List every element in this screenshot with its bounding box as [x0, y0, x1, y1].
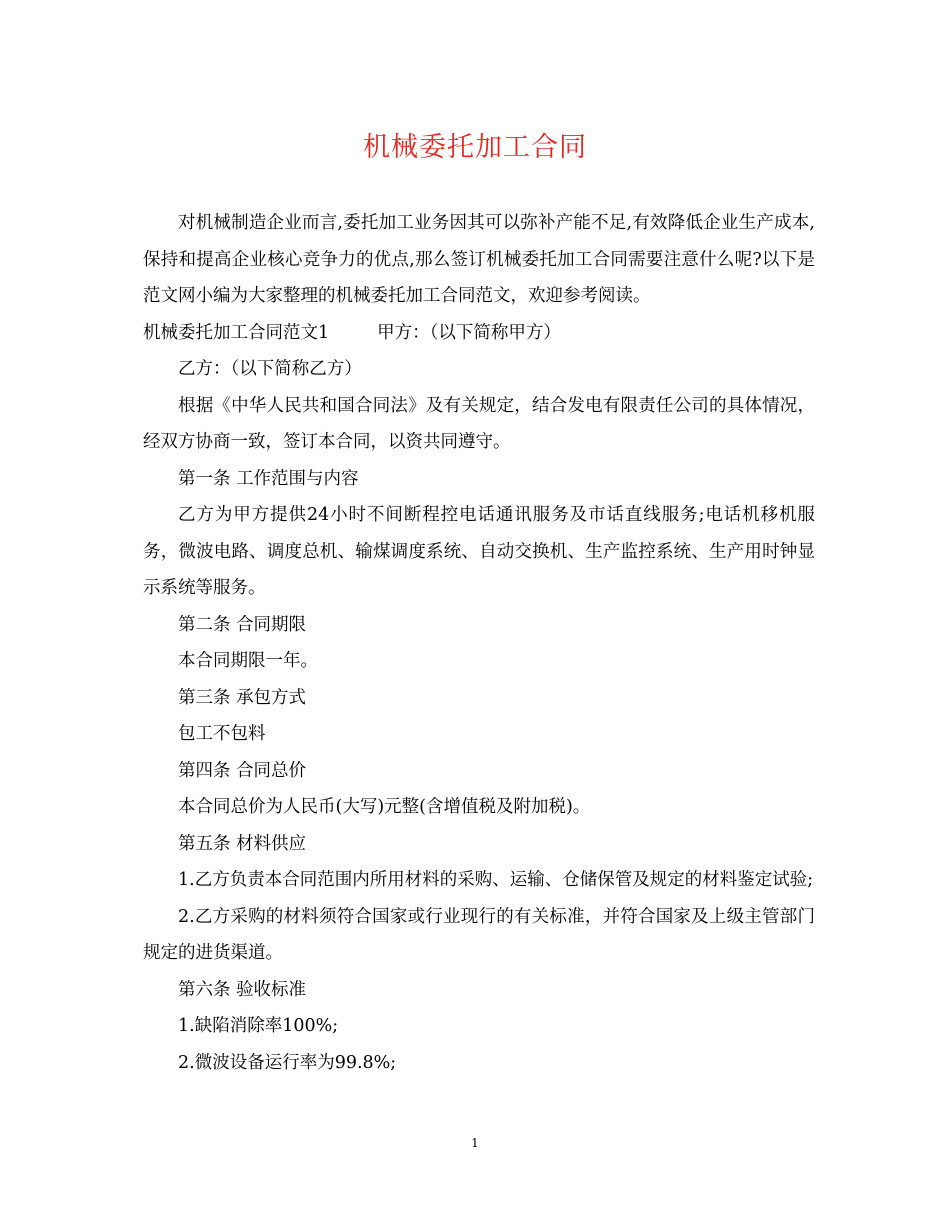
article-paragraph: 2.乙方采购的材料须符合国家或行业现行的有关标准，并符合国家及上级主管部门规定的进货渠道。	[143, 906, 815, 963]
article-heading: 第六条 验收标准	[178, 979, 307, 1000]
document-body	[143, 205, 815, 1081]
article-heading: 第五条 材料供应	[178, 833, 307, 854]
article-heading: 第一条 工作范围与内容	[178, 468, 359, 489]
preamble-paragraph: 根据《中华人民共和国合同法》及有关规定，结合发电有限责任公司的具体情况，经双方协商一致，签订本合同，以资共同遵守。	[143, 395, 815, 452]
sample-title: 机械委托加工合同范文1	[143, 322, 330, 343]
article-paragraph: 1.乙方负责本合同范围内所用材料的采购、运输、仓储保管及规定的材料鉴定试验;	[178, 870, 814, 890]
article-heading: 第四条 合同总价	[178, 760, 307, 781]
sample-heading-line	[143, 315, 815, 352]
article-heading: 第二条 合同期限	[178, 614, 307, 635]
article-paragraph: 乙方为甲方提供24小时不间断程控电话通讯服务及市话直线服务;电话机移机服务，微波电路、调度总机、输煤调度系统、自动交换机、生产监控系统、生产用时钟显示系统等服务。	[143, 505, 815, 598]
party-b: 乙方：（以下简称乙方）	[178, 359, 362, 379]
article-paragraph: 本合同总价为人民币(大写)元整(含增值税及附加税)。	[178, 797, 591, 817]
article-paragraph: 1.缺陷消除率100%;	[178, 1016, 339, 1036]
article-paragraph: 包工不包料	[178, 724, 266, 744]
document-title: 机械委托加工合同	[363, 132, 587, 163]
article-heading: 第三条 承包方式	[178, 687, 307, 708]
intro-paragraph: 对机械制造企业而言,委托加工业务因其可以弥补产能不足,有效降低企业生产成本,保持和提高企业核心竞争力的优点,那么签订机械委托加工合同需要注意什么呢?以下是范文网小编为大家整理的机械委托加工合同范文，欢迎参考阅读。	[143, 213, 815, 306]
article-paragraph: 2.微波设备运行率为99.8%;	[178, 1052, 397, 1073]
article-paragraph: 本合同期限一年。	[178, 651, 318, 671]
page-number: 1	[471, 1136, 479, 1150]
party-a: 甲方：（以下简称甲方）	[377, 322, 561, 343]
